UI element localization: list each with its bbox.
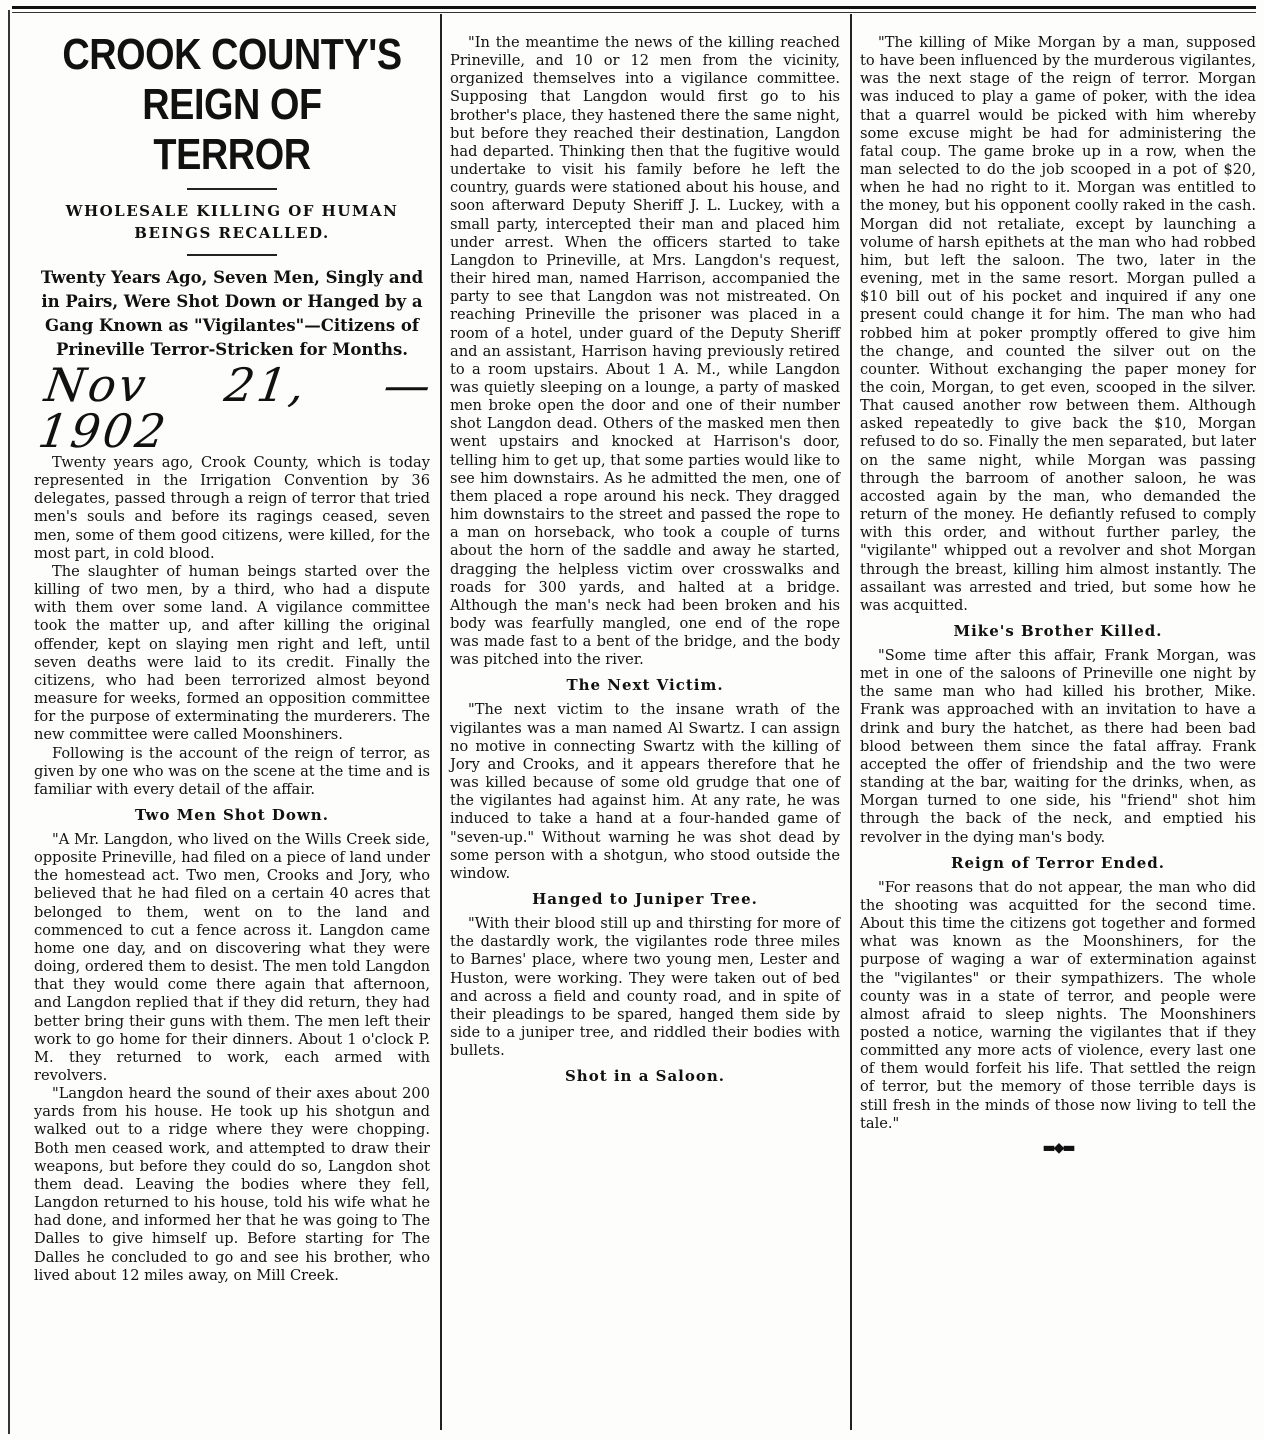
section-heading: The Next Victim. bbox=[566, 676, 724, 695]
paragraph: "With their blood still up and thirsting for more of the dastardly work, the vigilantes rode three miles to Barnes' place, where two young men, Lester and Huston, were working. They were taken out of bed and across a field and county road, and in spite of their pleadings to be spared, hanged them side by side to a juniper tree, and riddled their bodies with bullets. bbox=[450, 915, 840, 1060]
column-1 bbox=[34, 30, 438, 1285]
paragraph: The slaughter of human beings started over the killing of two men, by a third, who had a dispute with them over some land. A vigilance committee took the matter up, and after killing the original offender, kept on slaying men right and left, until seven deaths were laid to its credit. Finally the citizens, who had been terrorized almost beyond measure for weeks, formed an opposition committee for the purpose of exterminating the murderers. The new committee were called Moonshiners. bbox=[34, 562, 430, 744]
paragraph: Twenty years ago, Crook County, which is today represented in the Irrigation Convention by 36 delegates, passed through a reign of terror that tried men's souls and before its ragings ceased, seven men, some of them good citizens, were killed, for the most part, in cold blood. bbox=[34, 454, 430, 562]
section-heading: Reign of Terror Ended. bbox=[950, 853, 1165, 872]
deck-primary: WHOLESALE KILLING OF HUMAN BEINGS RECALLED. bbox=[65, 202, 399, 242]
left-border bbox=[8, 10, 10, 1434]
column-separator bbox=[440, 14, 442, 1430]
column-separator bbox=[850, 14, 852, 1430]
deck-secondary: Twenty Years Ago, Seven Men, Singly and in Pairs, Were Shot Down or Hanged by a Gang Known as "Vigilantes"—Citizens of Prineville Terror-Stricken for Months. bbox=[40, 268, 424, 359]
handwritten-date: Nov 21, — 1902 bbox=[34, 358, 438, 458]
headline bbox=[62, 30, 403, 180]
paragraph: "Some time after this affair, Frank Morgan, was met in one of the saloons of Prineville one night by the same man who had killed his brother, Mike. Frank was approached with an invitation to have a drink and bury the hatchet, as there had been bad blood between them since the fatal affray. Frank accepted the offer of friendship and the two were standing at the bar, waiting for the drinks, when, as Morgan turned to one side, his "friend" shot him through the back of the neck, and emptied his revolver in the dying man's body. bbox=[860, 647, 1256, 846]
section-heading: Shot in a Saloon. bbox=[564, 1067, 726, 1086]
column-3 bbox=[860, 34, 1256, 1157]
section-heading: Hanged to Juniper Tree. bbox=[532, 890, 758, 909]
end-ornament: ▬◆▬ bbox=[1042, 1139, 1074, 1156]
paragraph: "In the meantime the news of the killing reached Prineville, and 10 or 12 men from the vicinity, organized themselves into a vigilance committee. Supposing that Langdon would first go to his brother's place, they hastened there the same night, but before they reached their destination, Langdon had departed. Thinking then that the fugitive would undertake to visit his family before he left the country, guards were stationed about his house, and soon afterward Deputy Sheriff J. L. Luckey, with a small party, intercepted their man and placed him under arrest. When the officers started to take Langdon to Prineville, at Mrs. Langdon's request, their hired man, named Harrison, accompanied the party to see that Langdon was not mistreated. On reaching Prineville the prisoner was placed in a room of a hotel, under guard of the Deputy Sheriff and an assistant, Harrison having previously retired to a room upstairs. About 1 A. M., while Langdon was quietly sleeping on a lounge, a party of masked men broke open the door and one of their number shot Langdon dead. Others of the masked men then went upstairs and knocked at Harrison's door, telling him to get up, that some parties would like to see him downstairs. As he admitted the men, one of them placed a rope around his neck. They dragged him downstairs to the street and passed the rope to a man on horseback, who took a couple of turns about the horn of the saddle and away he started, dragging the helpless victim over crosswalks and roads for 300 yards, and halted at a bridge. Although the man's neck had been broken and his body was fearfully mangled, one end of the rope was made fast to a bent of the bridge, and the body was pitched into the river. bbox=[450, 34, 840, 669]
headline-line-2: REIGN OF TERROR bbox=[142, 80, 322, 179]
paragraph: "The killing of Mike Morgan by a man, supposed to have been influenced by the murderous vigilantes, was the next stage of the reign of terror. Morgan was induced to play a game of poker, with the idea that a quarrel would be picked with him whereby some excuse might be had for administering the fatal coup. The game broke up in a row, when the man selected to do the job scooped in a pot of $20, when he had no right to it. Morgan was entitled to the money, but his opponent coolly raked in the cash. Morgan did not retaliate, except by launching a volume of harsh epithets at the man who had robbed him, but left the saloon. The two, later in the evening, met in the same resort. Morgan pulled a $10 bill out of his pocket and inquired if any one present could change it for him. The man who had robbed him at poker promptly offered to give him the change, and counted the silver out on the counter. Without exchanging the paper money for the coin, Morgan, to get even, scooped in the silver. That caused another row between them. Although asked repeatedly to give back the $10, Morgan refused to do so. Finally the men separated, but later on the same night, while Morgan was passing through the barroom of another saloon, he was accosted again by the man, who demanded the return of the money. He defiantly refused to comply with this order, and without further parley, the "vigilante" whipped out a revolver and shot Morgan through the breast, killing him almost instantly. The assailant was arrested and tried, but some how he was acquitted. bbox=[860, 34, 1256, 614]
column-2 bbox=[450, 34, 840, 1092]
divider bbox=[187, 188, 277, 190]
paragraph: "The next victim to the insane wrath of the vigilantes was a man named Al Swartz. I can assign no motive in connecting Swartz with the killing of Jory and Crooks, and it appears therefore that he was killed because of some old grudge that one of the vigilantes had against him. At any rate, he was induced to take a hand at a four-handed game of "seven-up." Without warning he was shot dead by some person with a shotgun, who stood outside the window. bbox=[450, 701, 840, 882]
paragraph: "A Mr. Langdon, who lived on the Wills Creek side, opposite Prineville, had filed on a piece of land under the homestead act. Two men, Crooks and Jory, who believed that he had filed on a certain 40 acres that belonged to them, went on to the land and commenced to cut a fence across it. Langdon came home one day, and on discovering what they were doing, ordered them to desist. The men told Langdon that they would come there again that afternoon, and Langdon replied that if they did return, they had better bring their guns with them. The men left their work to go home for their dinners. About 1 o'clock P. M. they returned to work, each armed with revolvers. bbox=[34, 830, 430, 1084]
headline-line-1: CROOK COUNTY'S bbox=[62, 30, 402, 79]
top-rule-thin bbox=[12, 12, 1256, 13]
section-heading: Mike's Brother Killed. bbox=[953, 622, 1163, 640]
divider bbox=[187, 254, 277, 256]
paragraph: "For reasons that do not appear, the man who did the shooting was acquitted for the second time. About this time the citizens got together and formed what was known as the Moonshiners, for the purpose of waging a war of extermination against the "vigilantes" or their sympathizers. The whole county was in a state of terror, and people were almost afraid to sleep nights. The Moonshiners posted a notice, warning the vigilantes that if they committed any more acts of violence, every last one of them would forfeit his life. That settled the reign of terror, but the memory of those terrible days is still fresh in the minds of those now living to tell the tale." bbox=[860, 878, 1256, 1132]
top-rule bbox=[12, 6, 1256, 9]
section-heading: Two Men Shot Down. bbox=[135, 805, 329, 824]
paragraph: "Langdon heard the sound of their axes about 200 yards from his house. He took up his shotgun and walked out to a ridge where they were chopping. Both men ceased work, and attempted to draw their weapons, but before they could do so, Langdon shot them dead. Leaving the bodies where they fell, Langdon returned to his house, told his wife what he had done, and informed her that he was going to The Dalles to give himself up. Before starting for The Dalles he concluded to go and see his brother, who lived about 12 miles away, on Mill Creek. bbox=[34, 1085, 430, 1284]
paragraph: Following is the account of the reign of terror, as given by one who was on the scene at the time and is familiar with every detail of the affair. bbox=[34, 744, 430, 798]
